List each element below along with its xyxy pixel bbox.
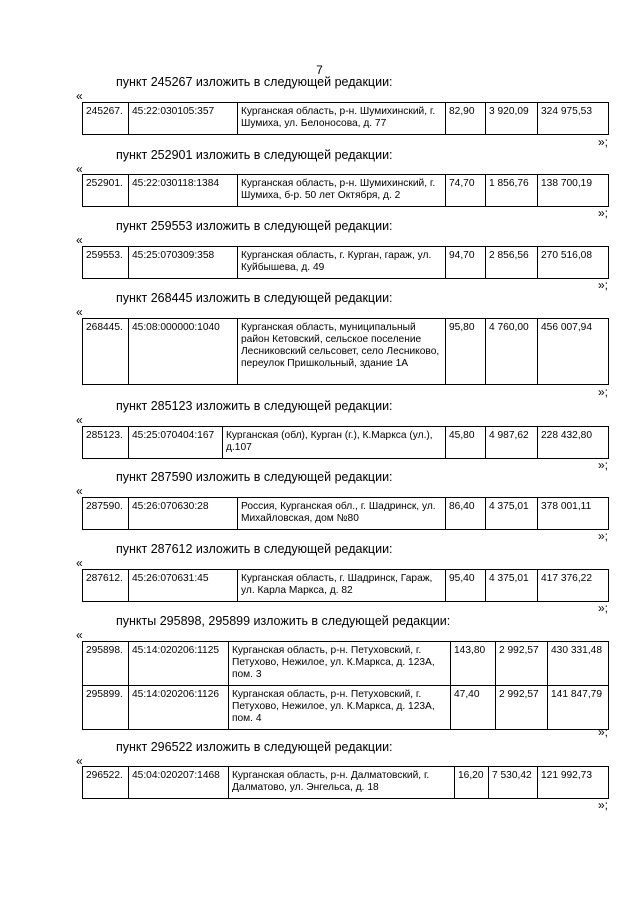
cadastral-number-cell: 45:14:020206:1126 [129,686,229,730]
closing-quote: »; [597,458,608,472]
cadastral-number-cell: 45:26:070631:45 [129,570,238,602]
item-number-cell: 245267. [83,103,129,135]
table-row [83,570,609,602]
amendment-heading: пункт 296522 изложить в следующей редакции: [116,740,393,754]
value-cell: 270 516,08 [538,247,609,279]
item-number-cell: 295898. [83,642,129,686]
area-cell: 45,80 [446,427,486,459]
rate-cell: 4 760,00 [486,319,538,385]
closing-quote: »; [597,206,608,220]
record-table [82,641,609,730]
opening-quote: « [76,305,83,319]
address-cell: Курганская область, г. Шадринск, Гараж, ул. Карла Маркса, д. 82 [238,570,446,602]
item-number-cell: 295899. [83,686,129,730]
cadastral-number-cell: 45:14:020206:1125 [129,642,229,686]
area-cell: 95,80 [446,319,486,385]
area-cell: 47,40 [451,686,496,730]
area-cell: 95,40 [446,570,486,602]
record-table [82,102,609,135]
amendment-heading: пункты 295898, 295899 изложить в следующей редакции: [116,614,451,628]
amendment-heading: пункт 268445 изложить в следующей редакции: [116,291,393,305]
area-cell: 86,40 [446,498,486,530]
address-cell: Курганская область, муниципальный район Кетовский, сельское поселение Лесниковский сельсовет, село Лесниково, переулок Пришкольный, здание 1А [238,319,446,385]
area-cell: 74,70 [446,175,486,207]
rate-cell: 4 987,62 [486,427,538,459]
address-cell: Курганская область, р-н. Далматовский, г. Далматово, ул. Энгельса, д. 18 [229,767,455,799]
table-row [83,498,609,530]
opening-quote: « [76,413,83,427]
record-table [82,766,609,799]
opening-quote: « [76,754,83,768]
record-table [82,318,609,385]
area-cell: 16,20 [455,767,489,799]
value-cell: 141 847,79 [548,686,609,730]
address-cell: Курганская область, р-н. Петуховский, г. Петухово, Нежилое, ул. К.Маркса, д. 123А, пом. 3 [229,642,451,686]
closing-quote: »; [597,385,608,399]
opening-quote: « [76,89,83,103]
amendment-heading: пункт 252901 изложить в следующей редакции: [116,148,393,162]
record-table [82,569,609,602]
cadastral-number-cell: 45:25:070309:358 [129,247,238,279]
amendment-heading: пункт 287590 изложить в следующей редакции: [116,470,393,484]
area-cell: 94,70 [446,247,486,279]
rate-cell: 2 992,57 [496,686,548,730]
value-cell: 430 331,48 [548,642,609,686]
table-row [83,319,609,385]
rate-cell: 3 920,09 [486,103,538,135]
value-cell: 138 700,19 [538,175,609,207]
area-cell: 82,90 [446,103,486,135]
closing-quote: »; [597,529,608,543]
opening-quote: « [76,162,83,176]
opening-quote: « [76,233,83,247]
closing-quote: »; [597,278,608,292]
record-table [82,426,609,459]
address-cell: Курганская (обл), Курган (г.), К.Маркса (ул.), д.107 [223,427,446,459]
cadastral-number-cell: 45:22:030105:357 [129,103,238,135]
amendment-heading: пункт 259553 изложить в следующей редакции: [116,219,393,233]
address-cell: Курганская область, р-н. Петуховский, г. Петухово, Нежилое, ул. К.Маркса, д. 123А, пом. 4 [229,686,451,730]
rate-cell: 4 375,01 [486,570,538,602]
item-number-cell: 259553. [83,247,129,279]
item-number-cell: 252901. [83,175,129,207]
value-cell: 378 001,11 [538,498,609,530]
amendment-heading: пункт 287612 изложить в следующей редакции: [116,542,393,556]
address-cell: Курганская область, р-н. Шумихинский, г. Шумиха, ул. Белоносова, д. 77 [238,103,446,135]
table-row [83,642,609,686]
record-table [82,246,609,279]
rate-cell: 7 530,42 [489,767,538,799]
value-cell: 121 992,73 [538,767,609,799]
closing-quote: »; [597,725,608,739]
table-row [83,427,609,459]
amendment-heading: пункт 285123 изложить в следующей редакции: [116,399,393,413]
record-table [82,497,609,530]
opening-quote: « [76,556,83,570]
cadastral-number-cell: 45:25:070404:167 [129,427,223,459]
value-cell: 417 376,22 [538,570,609,602]
table-row [83,175,609,207]
closing-quote: »; [597,135,608,149]
rate-cell: 2 992,57 [496,642,548,686]
opening-quote: « [76,628,83,642]
value-cell: 456 007,94 [538,319,609,385]
item-number-cell: 287590. [83,498,129,530]
value-cell: 324 975,53 [538,103,609,135]
value-cell: 228 432,80 [538,427,609,459]
address-cell: Россия, Курганская обл., г. Шадринск, ул. Михайловская, дом №80 [238,498,446,530]
cadastral-number-cell: 45:22:030118:1384 [129,175,238,207]
closing-quote: »; [597,798,608,812]
table-row [83,247,609,279]
cadastral-number-cell: 45:04:020207:1468 [129,767,229,799]
opening-quote: « [76,484,83,498]
closing-quote: »; [597,601,608,615]
rate-cell: 2 856,56 [486,247,538,279]
amendment-heading: пункт 245267 изложить в следующей редакции: [116,75,393,89]
rate-cell: 1 856,76 [486,175,538,207]
cadastral-number-cell: 45:08:000000:1040 [129,319,238,385]
item-number-cell: 285123. [83,427,129,459]
address-cell: Курганская область, г. Курган, гараж, ул. Куйбышева, д. 49 [238,247,446,279]
cadastral-number-cell: 45:26:070630:28 [129,498,238,530]
address-cell: Курганская область, р-н. Шумихинский, г. Шумиха, б-р. 50 лет Октября, д. 2 [238,175,446,207]
area-cell: 143,80 [451,642,496,686]
record-table [82,174,609,207]
rate-cell: 4 375,01 [486,498,538,530]
table-row [83,103,609,135]
table-row [83,686,609,730]
page-number: 7 [316,63,323,77]
item-number-cell: 296522. [83,767,129,799]
item-number-cell: 287612. [83,570,129,602]
item-number-cell: 268445. [83,319,129,385]
table-row [83,767,609,799]
